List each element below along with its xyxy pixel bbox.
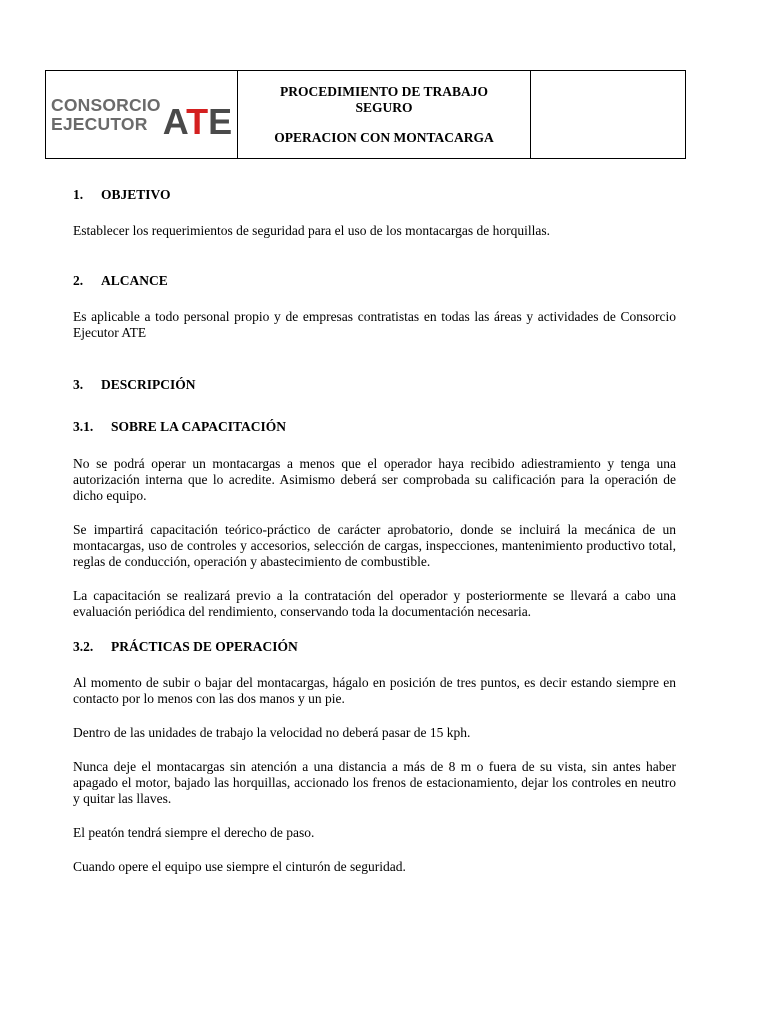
document-body [73, 186, 676, 875]
paragraph: Establecer los requerimientos de seguridad para el uso de los montacargas de horquillas. [73, 223, 550, 238]
section-heading [73, 186, 676, 204]
paragraph: Cuando opere el equipo use siempre el cinturón de seguridad. [73, 859, 406, 874]
section-number: 3.1. [73, 419, 94, 434]
section-number: 1. [73, 187, 84, 202]
logo-brand [163, 101, 232, 143]
section-title: ALCANCE [101, 273, 168, 288]
doc-title-line-1: PROCEDIMIENTO DE TRABAJO [279, 83, 489, 99]
title-cell [238, 71, 531, 159]
paragraph: Al momento de subir o bajar del montacargas, hágalo en posición de tres puntos, es decir estando siempre en contacto por lo menos con las dos manos y un pie. [73, 675, 676, 706]
section-heading [73, 272, 676, 290]
section-number: 3. [73, 377, 84, 392]
logo-line-2: EJECUTOR [51, 113, 148, 134]
paragraph: No se podrá operar un montacargas a menos que el operador haya recibido adiestramiento y tenga una autorización interna que lo acredite. Asimismo deberá ser comprobada su calificación para la operación de dicho equipo. [73, 456, 676, 503]
paragraph: Dentro de las unidades de trabajo la velocidad no deberá pasar de 15 kph. [73, 725, 471, 740]
logo-brand-e: E [208, 101, 233, 142]
subsection-heading [73, 638, 676, 656]
document-header [45, 70, 686, 159]
section-number: 2. [73, 273, 84, 288]
paragraph: Nunca deje el montacargas sin atención a una distancia a más de 8 m o fuera de su vista, sin antes haber apagado el motor, bajado las horquillas, accionado los frenos de estacionamiento, dejar los controles en neutro y quitar las llaves. [73, 759, 676, 806]
section-heading [73, 376, 676, 394]
section-title: DESCRIPCIÓN [101, 377, 196, 392]
section-title: OBJETIVO [101, 187, 171, 202]
logo-brand-a: A [162, 101, 187, 142]
doc-title-line-2: SEGURO [355, 99, 413, 115]
paragraph: El peatón tendrá siempre el derecho de paso. [73, 825, 315, 840]
paragraph: La capacitación se realizará previo a la contratación del operador y posteriormente se llevará a cabo una evaluación periódica del rendimiento, conservando toda la documentación necesaria. [73, 588, 676, 619]
doc-subtitle: OPERACION CON MONTACARGA [274, 129, 494, 145]
logo-cell [46, 71, 238, 159]
paragraph: Es aplicable a todo personal propio y de empresas contratistas en todas las áreas y actividades de Consorcio Ejecutor ATE [73, 309, 676, 340]
subsection-heading [73, 418, 676, 436]
section-title: SOBRE LA CAPACITACIÓN [111, 419, 287, 434]
logo-brand-t: T [186, 101, 209, 142]
section-number: 3.2. [73, 639, 94, 654]
section-title: PRÁCTICAS DE OPERACIÓN [111, 639, 298, 654]
paragraph: Se impartirá capacitación teórico-práctico de carácter aprobatorio, donde se incluirá la mecánica de un montacargas, uso de controles y accesorios, selección de cargas, inspecciones, mantenimiento productivo total, reglas de conducción, operación y abastecimiento de combustible. [73, 522, 676, 569]
logo-line-1: CONSORCIO [51, 94, 161, 115]
company-logo [46, 86, 237, 143]
empty-cell [531, 71, 686, 159]
